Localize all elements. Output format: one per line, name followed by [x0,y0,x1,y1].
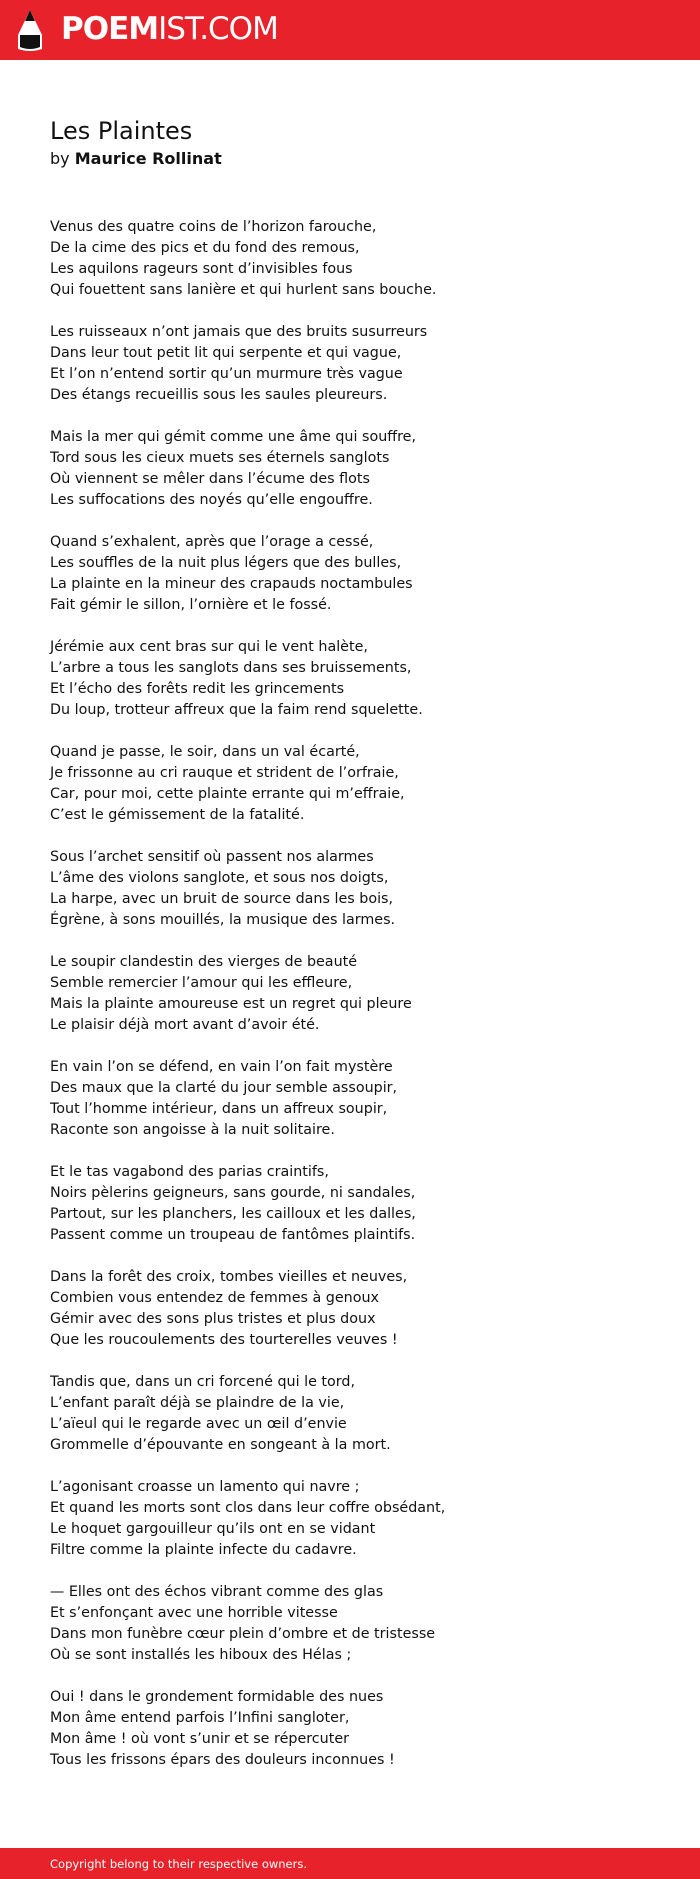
poem-line: Sous l’archet sensitif où passent nos alarmes [50,849,374,865]
poem-line: En vain l’on se défend, en vain l’on fait mystère [50,1059,393,1075]
poem-line: Je frissonne au cri rauque et strident de l’orfraie, [50,765,399,781]
poem-line: Et l’écho des forêts redit les grincements [50,681,345,697]
stanza [50,427,650,511]
stanza [50,1267,650,1351]
poem-line: Quand je passe, le soir, dans un val écarté, [50,744,360,760]
poem-line: Où se sont installés les hiboux des Hélas ; [50,1647,352,1663]
poem-line: Tord sous les cieux muets ses éternels sanglots [50,450,390,466]
stanza [50,532,650,616]
poem-body [50,217,650,1792]
poem-line: Où viennent se mêler dans l’écume des flots [50,471,370,487]
poem-line: Quand s’exhalent, après que l’orage a cessé, [50,534,374,550]
poem-line: Combien vous entendez de femmes à genoux [50,1290,380,1306]
poem-line: Jérémie aux cent bras sur qui le vent halète, [50,639,368,655]
poem-line: Les souffles de la nuit plus légers que des bulles, [50,555,402,571]
site-logo[interactable] [61,9,278,49]
poem-line: Les suffocations des noyés qu’elle engouffre. [50,492,373,508]
poem-title: Les Plaintes [50,117,193,145]
poem-line: Des étangs recueillis sous les saules pleureurs. [50,387,388,403]
poem-line: Que les roucoulements des tourterelles veuves ! [50,1332,398,1348]
site-header [0,0,700,60]
stanza [50,952,650,1036]
poem-line: Partout, sur les planchers, les cailloux et les dalles, [50,1206,416,1222]
poem-line: Passent comme un troupeau de fantômes plaintifs. [50,1227,416,1243]
stanza [50,1477,650,1561]
poem-line: Filtre comme la plainte infecte du cadavre. [50,1542,357,1558]
stanza [50,1582,650,1666]
poem-line: Tout l’homme intérieur, dans un affreux soupir, [50,1101,388,1117]
poem-line: Qui fouettent sans lanière et qui hurlent sans bouche. [50,282,437,298]
poem-line: Mais la plainte amoureuse est un regret qui pleure [50,996,412,1012]
stanza [50,1162,650,1246]
stanza [50,847,650,931]
poem-line: Oui ! dans le grondement formidable des nues [50,1689,384,1705]
poem-line: Raconte son angoisse à la nuit solitaire. [50,1122,335,1138]
poem-line: Grommelle d’épouvante en songeant à la mort. [50,1437,391,1453]
poem-line: C’est le gémissement de la fatalité. [50,807,305,823]
logo-bold-text: POEM [61,11,159,47]
stanza [50,217,650,301]
stanza [50,742,650,826]
byline [50,148,222,170]
poem-line: Les aquilons rageurs sont d’invisibles fous [50,261,353,277]
poem-line: L’enfant paraît déjà se plaindre de la vie, [50,1395,345,1411]
poem-line: Égrène, à sons mouillés, la musique des larmes. [50,912,396,928]
stanza [50,637,650,721]
poem-line: Le plaisir déjà mort avant d’avoir été. [50,1017,320,1033]
poem-line: Mais la mer qui gémit comme une âme qui souffre, [50,429,417,445]
poem-line: Noirs pèlerins geigneurs, sans gourde, ni sandales, [50,1185,416,1201]
poem-line: Tous les frissons épars des douleurs inconnues ! [50,1752,395,1768]
logo-light-text: IST.COM [158,11,278,47]
poem-line: La harpe, avec un bruit de source dans les bois, [50,891,394,907]
poem-line: Les ruisseaux n’ont jamais que des bruits susurreurs [50,324,428,340]
by-label: by [50,149,70,168]
poem-line: Du loup, trotteur affreux que la faim rend squelette. [50,702,423,718]
poem-line: Dans mon funèbre cœur plein d’ombre et de tristesse [50,1626,436,1642]
poem-line: L’aïeul qui le regarde avec un œil d’envie [50,1416,347,1432]
poem-line: Et s’enfonçant avec une horrible vitesse [50,1605,338,1621]
poem-line: — Elles ont des échos vibrant comme des glas [50,1584,384,1600]
stanza [50,322,650,406]
poem-line: Semble remercier l’amour qui les effleure, [50,975,353,991]
poem-line: Tandis que, dans un cri forcené qui le tord, [50,1374,356,1390]
poem-line: L’arbre a tous les sanglots dans ses bruissements, [50,660,412,676]
copyright-text: Copyright belong to their respective owners. [50,1857,308,1871]
stanza [50,1687,650,1771]
poem-line: Et l’on n’entend sortir qu’un murmure très vague [50,366,403,382]
poem-line: Venus des quatre coins de l’horizon farouche, [50,219,377,235]
poem-line: Gémir avec des sons plus tristes et plus doux [50,1311,376,1327]
author-name: Maurice Rollinat [74,149,222,168]
poem-line: L’âme des violons sanglote, et sous nos doigts, [50,870,389,886]
poem-line: Mon âme ! où vont s’unir et se répercuter [50,1731,350,1747]
pencil-logo-icon[interactable] [17,9,43,52]
poem-line: De la cime des pics et du fond des remous, [50,240,360,256]
poem-line: Dans leur tout petit lit qui serpente et qui vague, [50,345,402,361]
poem-line: Le soupir clandestin des vierges de beauté [50,954,358,970]
poem-line: Mon âme entend parfois l’Infini sangloter, [50,1710,350,1726]
poem-line: Des maux que la clarté du jour semble assoupir, [50,1080,398,1096]
stanza [50,1372,650,1456]
site-footer [0,1848,700,1879]
poem-line: Le hoquet gargouilleur qu’ils ont en se vidant [50,1521,376,1537]
poem-line: Car, pour moi, cette plainte errante qui m’effraie, [50,786,405,802]
poem-line: L’agonisant croasse un lamento qui navre ; [50,1479,360,1495]
poem-line: Et quand les morts sont clos dans leur coffre obsédant, [50,1500,446,1516]
stanza [50,1057,650,1141]
poem-line: La plainte en la mineur des crapauds noctambules [50,576,413,592]
poem-line: Fait gémir le sillon, l’ornière et le fossé. [50,597,332,613]
poem-line: Et le tas vagabond des parias craintifs, [50,1164,329,1180]
poem-line: Dans la forêt des croix, tombes vieilles et neuves, [50,1269,408,1285]
